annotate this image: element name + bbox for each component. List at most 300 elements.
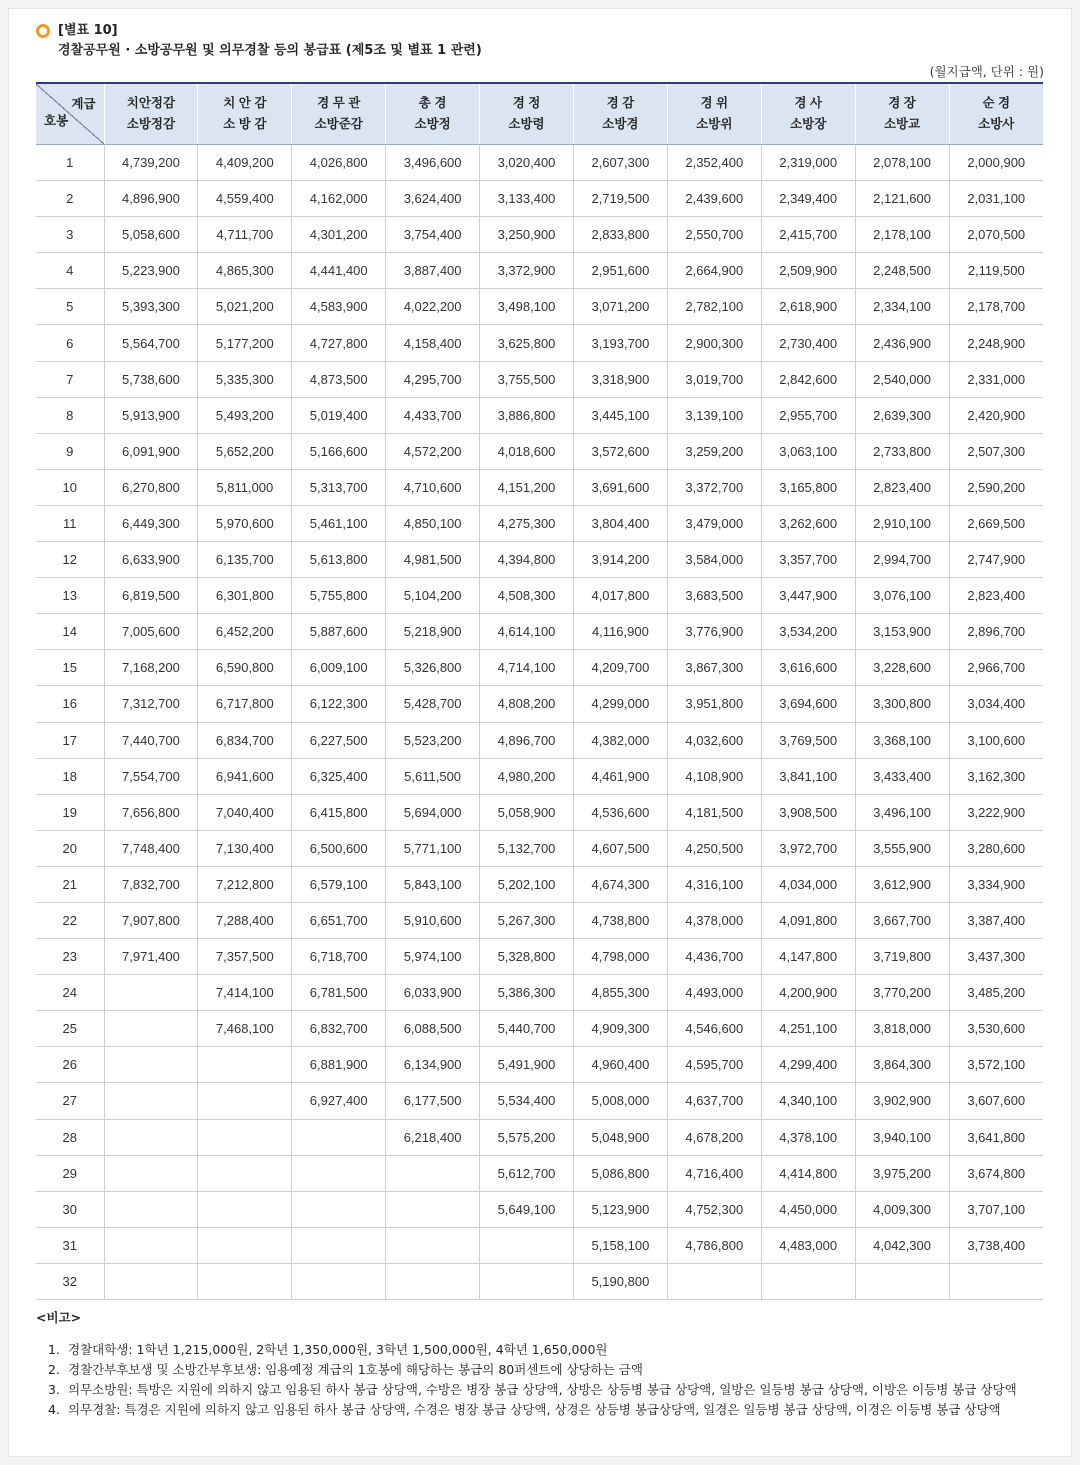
salary-cell: 7,748,400 xyxy=(104,830,198,866)
salary-cell: 5,738,600 xyxy=(104,361,198,397)
fire-rank-label: 소 방 감 xyxy=(223,117,267,131)
table-row xyxy=(36,217,1043,253)
salary-cell: 6,718,700 xyxy=(292,939,386,975)
salary-cell: 6,781,500 xyxy=(292,975,386,1011)
salary-cell: 3,133,400 xyxy=(480,181,574,217)
remarks-list xyxy=(36,1340,1017,1420)
salary-cell: 5,887,600 xyxy=(292,614,386,650)
salary-cell: 4,896,700 xyxy=(480,722,574,758)
salary-cell: 7,288,400 xyxy=(198,902,292,938)
salary-cell: 3,318,900 xyxy=(573,361,667,397)
salary-cell xyxy=(292,1155,386,1191)
salary-cell: 4,250,500 xyxy=(667,830,761,866)
salary-cell: 3,707,100 xyxy=(949,1191,1043,1227)
salary-cell: 2,334,100 xyxy=(855,289,949,325)
salary-cell: 4,017,800 xyxy=(573,578,667,614)
salary-cell xyxy=(104,1155,198,1191)
rank-column-header xyxy=(104,83,198,145)
salary-cell: 6,088,500 xyxy=(386,1011,480,1047)
salary-cell: 5,652,200 xyxy=(198,433,292,469)
remark-item xyxy=(36,1360,1017,1380)
step-cell: 29 xyxy=(36,1155,104,1191)
step-cell: 17 xyxy=(36,722,104,758)
salary-cell: 2,070,500 xyxy=(949,217,1043,253)
salary-cell: 4,461,900 xyxy=(573,758,667,794)
unit-note: (월지급액, 단위 : 원) xyxy=(929,64,1044,79)
remarks-section xyxy=(36,1308,1017,1420)
salary-cell: 3,804,400 xyxy=(573,505,667,541)
salary-cell: 3,841,100 xyxy=(761,758,855,794)
salary-cell: 5,461,100 xyxy=(292,505,386,541)
salary-cell: 2,436,900 xyxy=(855,325,949,361)
salary-cell: 3,020,400 xyxy=(480,145,574,181)
salary-cell: 5,564,700 xyxy=(104,325,198,361)
salary-cell: 6,325,400 xyxy=(292,758,386,794)
table-row xyxy=(36,722,1043,758)
salary-cell: 5,326,800 xyxy=(386,650,480,686)
table-row xyxy=(36,1119,1043,1155)
table-row xyxy=(36,397,1043,433)
salary-cell: 2,248,500 xyxy=(855,253,949,289)
corner-header xyxy=(36,83,104,145)
salary-cell: 3,616,600 xyxy=(761,650,855,686)
salary-cell: 4,316,100 xyxy=(667,866,761,902)
step-cell: 10 xyxy=(36,469,104,505)
fire-rank-label: 소방교 xyxy=(883,117,921,131)
salary-cell: 3,445,100 xyxy=(573,397,667,433)
annex-label: [별표 10] xyxy=(58,23,118,38)
salary-cell: 4,546,600 xyxy=(667,1011,761,1047)
salary-cell: 3,694,600 xyxy=(761,686,855,722)
salary-cell: 5,158,100 xyxy=(573,1227,667,1263)
salary-cell: 4,026,800 xyxy=(292,145,386,181)
salary-cell: 5,575,200 xyxy=(480,1119,574,1155)
salary-cell: 4,850,100 xyxy=(386,505,480,541)
step-cell: 26 xyxy=(36,1047,104,1083)
salary-cell: 6,834,700 xyxy=(198,722,292,758)
salary-cell: 4,034,000 xyxy=(761,866,855,902)
step-cell: 20 xyxy=(36,830,104,866)
table-row xyxy=(36,542,1043,578)
salary-cell: 5,008,000 xyxy=(573,1083,667,1119)
salary-cell: 2,823,400 xyxy=(949,578,1043,614)
salary-cell: 6,651,700 xyxy=(292,902,386,938)
salary-cell: 6,579,100 xyxy=(292,866,386,902)
police-rank-label: 치 안 감 xyxy=(223,96,267,110)
salary-cell: 4,275,300 xyxy=(480,505,574,541)
salary-cell: 3,867,300 xyxy=(667,650,761,686)
salary-cell: 5,612,700 xyxy=(480,1155,574,1191)
salary-cell: 4,251,100 xyxy=(761,1011,855,1047)
salary-cell: 2,078,100 xyxy=(855,145,949,181)
salary-cell: 4,739,200 xyxy=(104,145,198,181)
salary-cell: 2,782,100 xyxy=(667,289,761,325)
salary-cell: 4,162,000 xyxy=(292,181,386,217)
fire-rank-label: 소방사 xyxy=(978,117,1015,131)
salary-cell xyxy=(198,1047,292,1083)
salary-cell xyxy=(386,1227,480,1263)
fire-rank-label: 소방준감 xyxy=(314,117,363,131)
table-row xyxy=(36,289,1043,325)
salary-cell: 5,771,100 xyxy=(386,830,480,866)
salary-cell: 4,299,400 xyxy=(761,1047,855,1083)
salary-cell: 4,595,700 xyxy=(667,1047,761,1083)
salary-cell: 2,747,900 xyxy=(949,542,1043,578)
step-cell: 19 xyxy=(36,794,104,830)
salary-cell: 6,881,900 xyxy=(292,1047,386,1083)
salary-cell: 2,507,300 xyxy=(949,433,1043,469)
salary-cell: 7,832,700 xyxy=(104,866,198,902)
salary-cell: 2,955,700 xyxy=(761,397,855,433)
salary-cell: 4,909,300 xyxy=(573,1011,667,1047)
rank-column-header xyxy=(667,83,761,145)
salary-cell: 2,590,200 xyxy=(949,469,1043,505)
salary-cell: 5,058,900 xyxy=(480,794,574,830)
salary-cell: 4,808,200 xyxy=(480,686,574,722)
salary-cell: 5,166,600 xyxy=(292,433,386,469)
salary-cell: 4,607,500 xyxy=(573,830,667,866)
salary-cell: 3,222,900 xyxy=(949,794,1043,830)
salary-cell: 3,770,200 xyxy=(855,975,949,1011)
salary-cell: 6,270,800 xyxy=(104,469,198,505)
table-row xyxy=(36,1227,1043,1263)
salary-cell xyxy=(386,1191,480,1227)
salary-cell: 4,091,800 xyxy=(761,902,855,938)
salary-cell: 4,960,400 xyxy=(573,1047,667,1083)
salary-cell: 2,896,700 xyxy=(949,614,1043,650)
salary-cell: 5,021,200 xyxy=(198,289,292,325)
step-cell: 5 xyxy=(36,289,104,325)
salary-cell: 5,523,200 xyxy=(386,722,480,758)
salary-cell: 5,328,800 xyxy=(480,939,574,975)
salary-cell xyxy=(292,1119,386,1155)
salary-cell: 3,975,200 xyxy=(855,1155,949,1191)
salary-cell xyxy=(667,1263,761,1299)
salary-cell: 2,031,100 xyxy=(949,181,1043,217)
salary-cell: 4,200,900 xyxy=(761,975,855,1011)
salary-cell xyxy=(761,1263,855,1299)
salary-cell: 5,223,900 xyxy=(104,253,198,289)
salary-cell: 7,130,400 xyxy=(198,830,292,866)
salary-cell: 7,440,700 xyxy=(104,722,198,758)
police-rank-label: 경 정 xyxy=(512,96,541,110)
salary-cell: 2,719,500 xyxy=(573,181,667,217)
salary-cell: 4,209,700 xyxy=(573,650,667,686)
salary-cell: 5,491,900 xyxy=(480,1047,574,1083)
salary-cell xyxy=(855,1263,949,1299)
salary-cell: 6,009,100 xyxy=(292,650,386,686)
salary-cell: 2,319,000 xyxy=(761,145,855,181)
salary-cell: 6,122,300 xyxy=(292,686,386,722)
salary-cell: 3,139,100 xyxy=(667,397,761,433)
salary-cell: 5,974,100 xyxy=(386,939,480,975)
salary-cell: 2,823,400 xyxy=(855,469,949,505)
salary-cell xyxy=(292,1191,386,1227)
salary-cell: 3,534,200 xyxy=(761,614,855,650)
salary-cell xyxy=(198,1119,292,1155)
salary-cell: 6,832,700 xyxy=(292,1011,386,1047)
rank-column-header xyxy=(573,83,667,145)
salary-cell: 3,153,900 xyxy=(855,614,949,650)
salary-cell: 6,227,500 xyxy=(292,722,386,758)
rank-column-header xyxy=(386,83,480,145)
salary-cell xyxy=(104,1011,198,1047)
rank-column-header xyxy=(292,83,386,145)
salary-cell: 4,042,300 xyxy=(855,1227,949,1263)
step-cell: 18 xyxy=(36,758,104,794)
salary-cell: 4,450,000 xyxy=(761,1191,855,1227)
salary-cell: 5,123,900 xyxy=(573,1191,667,1227)
salary-cell: 2,730,400 xyxy=(761,325,855,361)
pay-table xyxy=(36,82,1043,1300)
salary-cell: 3,902,900 xyxy=(855,1083,949,1119)
salary-cell: 3,951,800 xyxy=(667,686,761,722)
salary-cell: 3,034,400 xyxy=(949,686,1043,722)
salary-cell: 3,584,000 xyxy=(667,542,761,578)
table-row xyxy=(36,1263,1043,1299)
salary-cell xyxy=(104,1047,198,1083)
fire-rank-label: 소방장 xyxy=(790,117,827,131)
salary-cell: 4,727,800 xyxy=(292,325,386,361)
salary-cell: 3,683,500 xyxy=(667,578,761,614)
table-row xyxy=(36,939,1043,975)
salary-cell: 5,428,700 xyxy=(386,686,480,722)
remark-item xyxy=(36,1400,1017,1420)
salary-cell: 2,420,900 xyxy=(949,397,1043,433)
salary-cell xyxy=(480,1227,574,1263)
salary-cell: 3,755,500 xyxy=(480,361,574,397)
step-cell: 9 xyxy=(36,433,104,469)
salary-cell: 6,941,600 xyxy=(198,758,292,794)
table-row xyxy=(36,1191,1043,1227)
salary-cell: 4,483,000 xyxy=(761,1227,855,1263)
salary-cell: 2,331,000 xyxy=(949,361,1043,397)
salary-cell: 2,910,100 xyxy=(855,505,949,541)
table-title: 경찰공무원 · 소방공무원 및 의무경찰 등의 봉급표 (제5조 및 별표 1 관련) xyxy=(58,43,482,58)
salary-cell: 5,086,800 xyxy=(573,1155,667,1191)
table-row xyxy=(36,866,1043,902)
salary-cell: 3,259,200 xyxy=(667,433,761,469)
salary-cell: 2,178,100 xyxy=(855,217,949,253)
salary-cell: 5,202,100 xyxy=(480,866,574,902)
salary-cell: 6,135,700 xyxy=(198,542,292,578)
salary-cell: 6,927,400 xyxy=(292,1083,386,1119)
salary-cell: 4,018,600 xyxy=(480,433,574,469)
salary-cell: 3,914,200 xyxy=(573,542,667,578)
salary-cell: 3,940,100 xyxy=(855,1119,949,1155)
salary-cell: 4,738,800 xyxy=(573,902,667,938)
salary-cell: 2,833,800 xyxy=(573,217,667,253)
table-row xyxy=(36,686,1043,722)
salary-cell: 5,218,900 xyxy=(386,614,480,650)
table-row xyxy=(36,830,1043,866)
step-cell: 6 xyxy=(36,325,104,361)
step-cell: 22 xyxy=(36,902,104,938)
salary-cell: 6,033,900 xyxy=(386,975,480,1011)
salary-cell: 5,393,300 xyxy=(104,289,198,325)
salary-cell: 3,674,800 xyxy=(949,1155,1043,1191)
salary-cell: 2,000,900 xyxy=(949,145,1043,181)
salary-cell xyxy=(104,1083,198,1119)
salary-cell: 2,349,400 xyxy=(761,181,855,217)
salary-cell: 3,886,800 xyxy=(480,397,574,433)
salary-cell: 5,190,800 xyxy=(573,1263,667,1299)
step-cell: 8 xyxy=(36,397,104,433)
salary-cell: 3,437,300 xyxy=(949,939,1043,975)
salary-cell: 3,530,600 xyxy=(949,1011,1043,1047)
step-cell: 30 xyxy=(36,1191,104,1227)
salary-cell: 7,656,800 xyxy=(104,794,198,830)
salary-cell: 4,378,000 xyxy=(667,902,761,938)
step-cell: 7 xyxy=(36,361,104,397)
fire-rank-label: 소방정감 xyxy=(126,117,176,131)
remark-text: 경찰대학생: 1학년 1,215,000원, 2학년 1,350,000원, 3학년 1,500,000원, 4학년 1,650,000원 xyxy=(68,1342,608,1357)
remark-number: 3. xyxy=(48,1382,60,1397)
salary-cell: 4,508,300 xyxy=(480,578,574,614)
police-rank-label: 치안정감 xyxy=(126,96,176,110)
salary-cell: 4,637,700 xyxy=(667,1083,761,1119)
step-cell: 24 xyxy=(36,975,104,1011)
police-rank-label: 경 장 xyxy=(888,96,916,110)
salary-cell: 2,842,600 xyxy=(761,361,855,397)
salary-cell: 4,855,300 xyxy=(573,975,667,1011)
step-cell: 13 xyxy=(36,578,104,614)
salary-cell: 5,913,900 xyxy=(104,397,198,433)
salary-cell: 4,786,800 xyxy=(667,1227,761,1263)
fire-rank-label: 소방정 xyxy=(414,117,451,131)
salary-cell: 2,352,400 xyxy=(667,145,761,181)
salary-cell: 3,719,800 xyxy=(855,939,949,975)
salary-cell: 4,716,400 xyxy=(667,1155,761,1191)
salary-cell: 3,496,100 xyxy=(855,794,949,830)
remark-item xyxy=(36,1340,1017,1360)
remark-number: 1. xyxy=(48,1342,60,1357)
salary-cell: 5,019,400 xyxy=(292,397,386,433)
step-cell: 1 xyxy=(36,145,104,181)
table-row xyxy=(36,650,1043,686)
salary-cell: 2,994,700 xyxy=(855,542,949,578)
salary-cell: 6,590,800 xyxy=(198,650,292,686)
salary-cell: 2,121,600 xyxy=(855,181,949,217)
salary-cell: 3,228,600 xyxy=(855,650,949,686)
salary-cell: 5,613,800 xyxy=(292,542,386,578)
salary-cell: 3,162,300 xyxy=(949,758,1043,794)
salary-cell: 7,554,700 xyxy=(104,758,198,794)
remark-number: 2. xyxy=(48,1362,60,1377)
salary-cell: 3,754,400 xyxy=(386,217,480,253)
remark-item xyxy=(36,1380,1017,1400)
salary-cell: 5,611,500 xyxy=(386,758,480,794)
salary-cell: 4,295,700 xyxy=(386,361,480,397)
table-row xyxy=(36,1155,1043,1191)
step-cell: 4 xyxy=(36,253,104,289)
salary-cell: 4,414,800 xyxy=(761,1155,855,1191)
salary-cell xyxy=(198,1083,292,1119)
step-cell: 16 xyxy=(36,686,104,722)
salary-cell: 4,409,200 xyxy=(198,145,292,181)
salary-cell: 4,583,900 xyxy=(292,289,386,325)
salary-cell: 3,887,400 xyxy=(386,253,480,289)
police-rank-label: 경 사 xyxy=(794,96,822,110)
salary-cell: 3,433,400 xyxy=(855,758,949,794)
salary-cell: 5,694,000 xyxy=(386,794,480,830)
salary-cell xyxy=(198,1155,292,1191)
salary-cell xyxy=(198,1227,292,1263)
salary-cell: 3,372,700 xyxy=(667,469,761,505)
salary-cell: 5,649,100 xyxy=(480,1191,574,1227)
salary-cell: 3,624,400 xyxy=(386,181,480,217)
salary-cell: 4,181,500 xyxy=(667,794,761,830)
salary-cell: 4,674,300 xyxy=(573,866,667,902)
salary-cell: 5,267,300 xyxy=(480,902,574,938)
salary-cell: 3,667,700 xyxy=(855,902,949,938)
salary-cell: 4,614,100 xyxy=(480,614,574,650)
salary-cell: 3,972,700 xyxy=(761,830,855,866)
salary-cell xyxy=(198,1191,292,1227)
salary-cell: 5,843,100 xyxy=(386,866,480,902)
salary-cell: 4,147,800 xyxy=(761,939,855,975)
salary-cell: 2,664,900 xyxy=(667,253,761,289)
salary-cell: 3,262,600 xyxy=(761,505,855,541)
salary-cell: 6,819,500 xyxy=(104,578,198,614)
salary-cell: 4,678,200 xyxy=(667,1119,761,1155)
salary-cell: 7,357,500 xyxy=(198,939,292,975)
salary-cell: 4,158,400 xyxy=(386,325,480,361)
salary-cell: 7,468,100 xyxy=(198,1011,292,1047)
salary-cell: 3,691,600 xyxy=(573,469,667,505)
salary-cell: 3,908,500 xyxy=(761,794,855,830)
bullet-circle-icon xyxy=(36,24,50,38)
salary-cell: 3,368,100 xyxy=(855,722,949,758)
step-cell: 31 xyxy=(36,1227,104,1263)
salary-cell xyxy=(292,1263,386,1299)
salary-cell: 4,301,200 xyxy=(292,217,386,253)
salary-cell: 2,966,700 xyxy=(949,650,1043,686)
salary-cell: 7,414,100 xyxy=(198,975,292,1011)
salary-cell: 7,971,400 xyxy=(104,939,198,975)
salary-cell: 2,509,900 xyxy=(761,253,855,289)
salary-cell: 6,218,400 xyxy=(386,1119,480,1155)
salary-cell: 5,132,700 xyxy=(480,830,574,866)
table-row xyxy=(36,253,1043,289)
rank-column-header xyxy=(949,83,1043,145)
salary-cell: 7,005,600 xyxy=(104,614,198,650)
salary-cell: 4,873,500 xyxy=(292,361,386,397)
salary-cell: 5,177,200 xyxy=(198,325,292,361)
salary-cell: 4,436,700 xyxy=(667,939,761,975)
fire-rank-label: 소방령 xyxy=(508,117,545,131)
salary-cell: 4,981,500 xyxy=(386,542,480,578)
salary-cell: 5,440,700 xyxy=(480,1011,574,1047)
salary-cell xyxy=(386,1263,480,1299)
salary-cell: 4,536,600 xyxy=(573,794,667,830)
remark-text: 의무경찰: 특경은 지원에 의하지 않고 임용된 하사 봉급 상당액, 수경은 병장 봉급 상당액, 상경은 상등병 봉급상당액, 일경은 일등병 봉급 상당액, 이경은 이등병 봉급 상당액 xyxy=(68,1402,1001,1417)
salary-cell: 3,496,600 xyxy=(386,145,480,181)
salary-cell: 3,572,600 xyxy=(573,433,667,469)
salary-cell: 7,212,800 xyxy=(198,866,292,902)
police-rank-label: 경 무 관 xyxy=(317,96,361,110)
salary-cell: 5,104,200 xyxy=(386,578,480,614)
table-row xyxy=(36,145,1043,181)
salary-cell xyxy=(292,1227,386,1263)
salary-cell: 3,607,600 xyxy=(949,1083,1043,1119)
salary-cell: 4,711,700 xyxy=(198,217,292,253)
salary-cell: 7,312,700 xyxy=(104,686,198,722)
salary-cell: 3,864,300 xyxy=(855,1047,949,1083)
salary-cell: 3,447,900 xyxy=(761,578,855,614)
salary-cell: 2,607,300 xyxy=(573,145,667,181)
salary-cell xyxy=(104,1119,198,1155)
